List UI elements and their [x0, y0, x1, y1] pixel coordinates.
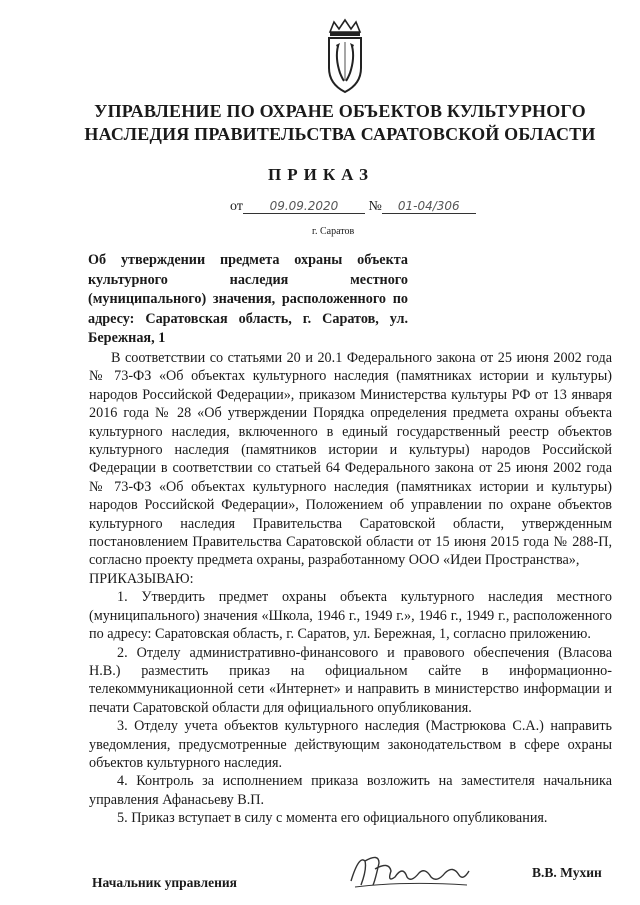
order-item-4: 4. Контроль за исполнением приказа возложить на заместителя начальника управления Афанасьеву В.П.	[89, 773, 612, 808]
order-date: 09.09.2020	[243, 199, 365, 214]
order-date-number	[230, 199, 476, 215]
handwritten-signature-icon	[345, 851, 475, 893]
order-item-1: 1. Утвердить предмет охраны объекта культурного наследия местного (муниципального) значения «Школа, 1946 г., 1949 г.», 1946 г., 1949 г., расположенного по адресу: Саратовская область, г. Саратов, ул. Бережная, 1, согласно приложению.	[89, 589, 612, 643]
order-subject: Об утверждении предмета охраны объекта культурного наследия местного (муниципального) значения, расположенного по адресу: Саратовская область, г. Саратов, ул. Бережная, 1	[88, 252, 408, 346]
date-label: от	[230, 199, 243, 214]
order-item-2: 2. Отделу административно-финансового и правового обеспечения (Власова Н.В.) разместить приказ на официальном сайте в информационно-телекоммуникационной сети «Интернет» и направить в министерство информации и печати Саратовской области для официального опубликования.	[89, 644, 612, 716]
preamble: В соответствии со статьями 20 и 20.1 Федерального закона от 25 июня 2002 года № 73-ФЗ «Об объектах культурного наследия (памятниках истории и культуры) народов Российской Федерации», приказом Министерства культуры РФ от 13 января 2016 года № 28 «Об утверждении Порядка определения предмета охраны объекта культурного наследия, включенного в единый государственный реестр объектов культурного наследия (памятников истории и культуры) народов Российской Федерации в соответствии со статьей 64 Федерального закона от 25 июня 2002 года № 73-ФЗ «Об объектах культурного наследия (памятниках истории и культуры) народов Российской Федерации», Положением об управлении по охране объектов культурного наследия Правительства Саратовской области, утвержденным постановлением Правительства Саратовской области от 15 июня 2015 года № 288-П, согласно проекту предмета охраны, разработанному ООО «Идеи Пространства»,	[89, 350, 612, 569]
signatory-position: Начальник управления	[92, 875, 237, 890]
signature-block	[0, 865, 640, 905]
city: г. Саратов	[312, 226, 355, 237]
saratov-coat-of-arms-icon	[320, 18, 370, 94]
organization-line-1: УПРАВЛЕНИЕ ПО ОХРАНЕ ОБЪЕКТОВ КУЛЬТУРНОГО	[94, 101, 586, 121]
signatory-name: В.В. Мухин	[532, 865, 602, 880]
number-label: №	[368, 199, 382, 214]
organization-name	[40, 100, 640, 146]
document-type: ПРИКАЗ	[268, 165, 374, 184]
organization-line-2: НАСЛЕДИЯ ПРАВИТЕЛЬСТВА САРАТОВСКОЙ ОБЛАСТИ	[84, 124, 596, 144]
order-body	[89, 349, 612, 828]
order-items	[89, 588, 612, 827]
order-number: 01-04/306	[382, 199, 476, 214]
order-item-5: 5. Приказ вступает в силу с момента его официального опубликования.	[117, 810, 548, 827]
decree-word: ПРИКАЗЫВАЮ:	[89, 570, 194, 587]
order-item-3: 3. Отделу учета объектов культурного наследия (Мастрюкова С.А.) направить уведомления, предусмотренные действующим законодательством в сфере охраны объектов культурного наследия.	[89, 718, 612, 771]
